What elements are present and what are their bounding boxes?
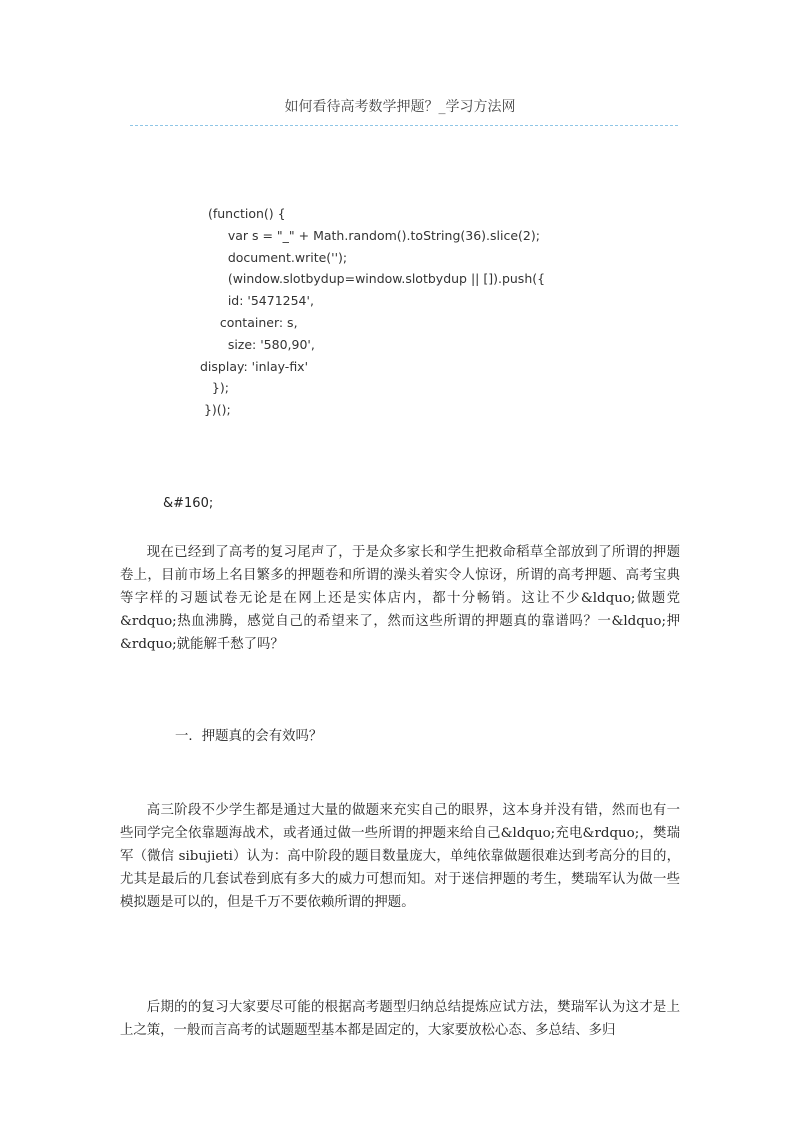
ad-script-code-block bbox=[200, 203, 545, 421]
header-divider bbox=[130, 125, 678, 126]
code-line: })(); bbox=[200, 402, 231, 418]
code-line: var s = "_" + Math.random().toString(36).slice(2); bbox=[200, 227, 540, 243]
section-heading: 一．押题真的会有效吗？ bbox=[175, 729, 323, 744]
code-line: display: 'inlay-fix' bbox=[200, 358, 309, 374]
code-line: }); bbox=[200, 380, 229, 396]
page-title: 如何看待高考数学押题？_学习方法网 bbox=[284, 99, 516, 115]
closing-paragraph: 后期的的复习大家要尽可能的根据高考题型归纳总结提炼应试方法，樊瑞军认为这才是上上之策，一般而言高考的试题题型基本都是固定的，大家要放松心态、多总结、多归 bbox=[120, 1000, 680, 1038]
html-entity-text: &#160; bbox=[163, 496, 214, 511]
code-line: document.write(''); bbox=[200, 249, 348, 265]
code-line: id: '5471254', bbox=[200, 293, 314, 309]
intro-paragraph: 现在已经到了高考的复习尾声了，于是众多家长和学生把救命稻草全部放到了所谓的押题卷上，目前市场上名目繁多的押题卷和所谓的澡头着实令人惊讶，所谓的高考押题、高考宝典等字样的习题试卷无论是在网上还是实体店内，都十分畅销。这让不少&ldquo;做题党&rdquo;热血沸腾，感觉自己的希望来了，然而这些所谓的押题真的靠谱吗？一&ldquo;押&rdquo;就能解千愁了吗？ bbox=[120, 545, 680, 652]
code-line: (function() { bbox=[200, 206, 286, 221]
code-line: container: s, bbox=[200, 314, 298, 330]
code-line: size: '580,90', bbox=[200, 336, 315, 352]
section1-paragraph: 高三阶段不少学生都是通过大量的做题来充实自己的眼界，这本身并没有错，然而也有一些同学完全依靠题海战术，或者通过做一些所谓的押题来给自己&ldquo;充电&rdquo;，樊瑞军（微信 sibujieti）认为：高中阶段的题目数量庞大，单纯依靠做题很难达到考高分的目的，尤其是最后的几套试卷到底有多大的威力可想而知。对于迷信押题的考生，樊瑞军认为做一些模拟题是可以的，但是千万不要依赖所谓的押题。 bbox=[120, 803, 680, 910]
code-line: (window.slotbydup=window.slotbydup || []).push({ bbox=[200, 271, 546, 287]
